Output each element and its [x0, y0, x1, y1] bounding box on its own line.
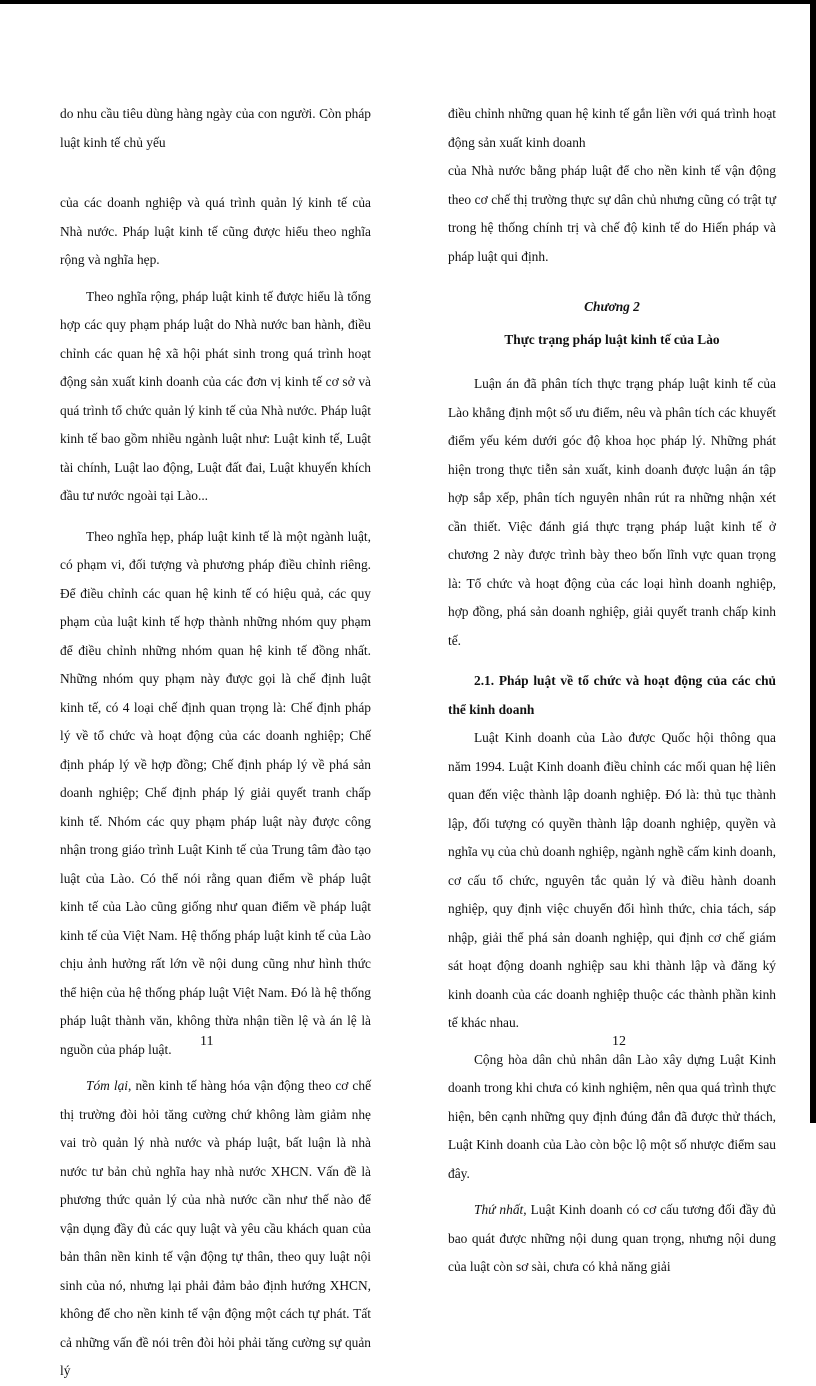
scan-edge-right	[810, 0, 816, 1123]
right-page	[448, 100, 776, 1282]
scan-edge-top	[0, 0, 816, 4]
italic-lead-punct: ,	[128, 1078, 136, 1093]
paragraph: của Nhà nước bằng pháp luật để cho nền kinh tế vận động theo cơ chế thị trường thực sự dân chủ nhưng cũng có trật tự trong hệ thống chính trị và chế độ kinh tế do Hiến pháp và pháp luật qui định.	[448, 163, 776, 264]
italic-lead-punct: ,	[523, 1202, 531, 1217]
page-number: 11	[200, 1034, 214, 1049]
paragraph: của các doanh nghiệp và quá trình quản lý kinh tế của Nhà nước. Pháp luật kinh tế cũng được hiểu theo nghĩa rộng và nghĩa hẹp.	[60, 195, 371, 267]
page-number: 12	[612, 1034, 626, 1049]
paragraph: Luận án đã phân tích thực trạng pháp luật kinh tế của Lào khẳng định một số ưu điểm, nêu và phân tích các khuyết điểm yếu kém dưới góc độ khoa học pháp lý. Những phát hiện trong thực tiễn sản xuất, kinh doanh được luận án tập hợp sắp xếp, phân tích nguyên nhân rút ra những nhận xét cần thiết. Việc đánh giá thực trạng pháp luật kinh tế ở chương 2 này được trình bày theo bốn lĩnh vực quan trọng là: Tổ chức và hoạt động của các loại hình doanh nghiệp, hợp đồng, phá sản doanh nghiệp, giải quyết tranh chấp kinh tế.	[448, 376, 776, 648]
section-heading: 2.1. Pháp luật về tổ chức và hoạt động của các chủ thể kinh doanh	[448, 673, 776, 717]
paragraph-text: nền kinh tế hàng hóa vận động theo cơ chế thị trường đòi hỏi tăng cường chứ không làm giảm nhẹ vai trò quản lý nhà nước và pháp luật, bất luận là nhà nước tư bản chủ nghĩa hay nhà nước XHCN. Vấn đề là phương thức quản lý của nhà nước cần như thế nào để vận dụng đầy đủ các quy luật và yêu cầu khách quan của bản thân nền kinh tế vận động tự thân, theo quy luật nội sinh của nó, nhưng lại phải đảm bảo định hướng XHCN, không để cho nền kinh tế vận động một cách tự phát. Tất cả những vấn đề nói trên đòi hỏi phải tăng cường sự quản lý	[60, 1078, 372, 1378]
chapter-label: Chương 2	[584, 299, 640, 314]
paragraph: điều chỉnh những quan hệ kinh tế gắn liền với quá trình hoạt động sản xuất kinh doanh	[448, 106, 776, 150]
italic-lead: Tóm lại	[86, 1078, 129, 1093]
paragraph: Luật Kinh doanh của Lào được Quốc hội thông qua năm 1994. Luật Kinh doanh điều chỉnh các mối quan hệ liên quan đến việc thành lập doanh nghiệp. Đó là: thủ tục thành lập, đối tượng có quyền thành lập doanh nghiệp, quyền và nghĩa vụ của chủ doanh nghiệp, ngành nghề cấm kinh doanh, cơ cấu tổ chức, nguyên tắc quản lý và điều hành doanh nghiệp, quy định việc chuyển đổi hình thức, chia tách, sáp nhập, giải thể phá sản doanh nghiệp, qui định cơ chế giám sát hoạt động doanh nghiệp sau khi thành lập và đăng ký kinh doanh của các doanh nghiệp thuộc các thành phần kinh tế khác nhau.	[448, 730, 776, 1030]
paragraph: do nhu cầu tiêu dùng hàng ngày của con người. Còn pháp luật kinh tế chủ yếu	[60, 106, 371, 150]
paragraph: Theo nghĩa rộng, pháp luật kinh tế được hiểu là tổng hợp các quy phạm pháp luật do Nhà nước ban hành, điều chỉnh các quan hệ xã hội phát sinh trong quá trình hoạt động sản xuất kinh doanh của các đơn vị kinh tế cơ sở và quá trình tổ chức quản lý kinh tế của Nhà nước. Pháp luật kinh tế bao gồm nhiều ngành luật như: Luật kinh tế, Luật tài chính, Luật lao động, Luật đất đai, Luật khuyến khích đầu tư nước ngoài tại Lào...	[60, 288, 371, 503]
italic-lead: Thứ nhất	[474, 1202, 524, 1217]
chapter-title: Thực trạng pháp luật kinh tế của Lào	[504, 331, 720, 347]
paragraph: Theo nghĩa hẹp, pháp luật kinh tế là một ngành luật, có phạm vi, đối tượng và phương pháp điều chỉnh riêng. Để điều chỉnh các quan hệ kinh tế có hiệu quả, các quy phạm của luật kinh tế hợp thành những nhóm quy phạm để điều chỉnh những nhóm quan hệ kinh tế đồng nhất. Những nhóm quy phạm này được gọi là chế định luật kinh tế, có 4 loại chế định quan trọng là: Chế định pháp lý về tổ chức và hoạt động của các doanh nghiệp; Chế định pháp lý về hợp đồng; Chế định pháp lý về phá sản doanh nghiệp; Chế định pháp lý giải quyết tranh chấp kinh tế. Nhóm các quy phạm pháp luật này được công nhận trong giáo trình Luật Kinh tế của Trung tâm đào tạo luật của Lào. Có thể nói rằng quan điểm về pháp luật kinh tế của Lào cũng giống như quan điểm về pháp luật kinh tế của Việt Nam. Hệ thống pháp luật kinh tế của Lào chịu ảnh hưởng rất lớn về nội dung cũng như hình thức thể hiện của hệ thống pháp luật Việt Nam. Đó là hệ thống pháp luật thành văn, không thừa nhận tiền lệ và án lệ là nguồn của pháp luật.	[60, 528, 371, 1057]
left-page	[60, 100, 371, 1386]
paragraph-text: Luật Kinh doanh có cơ cấu tương đối đầy đủ bao quát được những nội dung quan trọng, nhưng nội dung của luật còn sơ sài, chưa có khả năng giải	[448, 1202, 776, 1274]
paragraph: Cộng hòa dân chủ nhân dân Lào xây dựng Luật Kinh doanh trong khi chưa có kinh nghiệm, nên qua quá trình thực hiện, bên cạnh những quy định đúng đắn đã được thử thách, Luật Kinh doanh của Lào còn bộc lộ một số nhược điểm sau đây.	[448, 1051, 776, 1181]
paragraph	[60, 1072, 371, 1386]
paragraph	[448, 1196, 776, 1282]
